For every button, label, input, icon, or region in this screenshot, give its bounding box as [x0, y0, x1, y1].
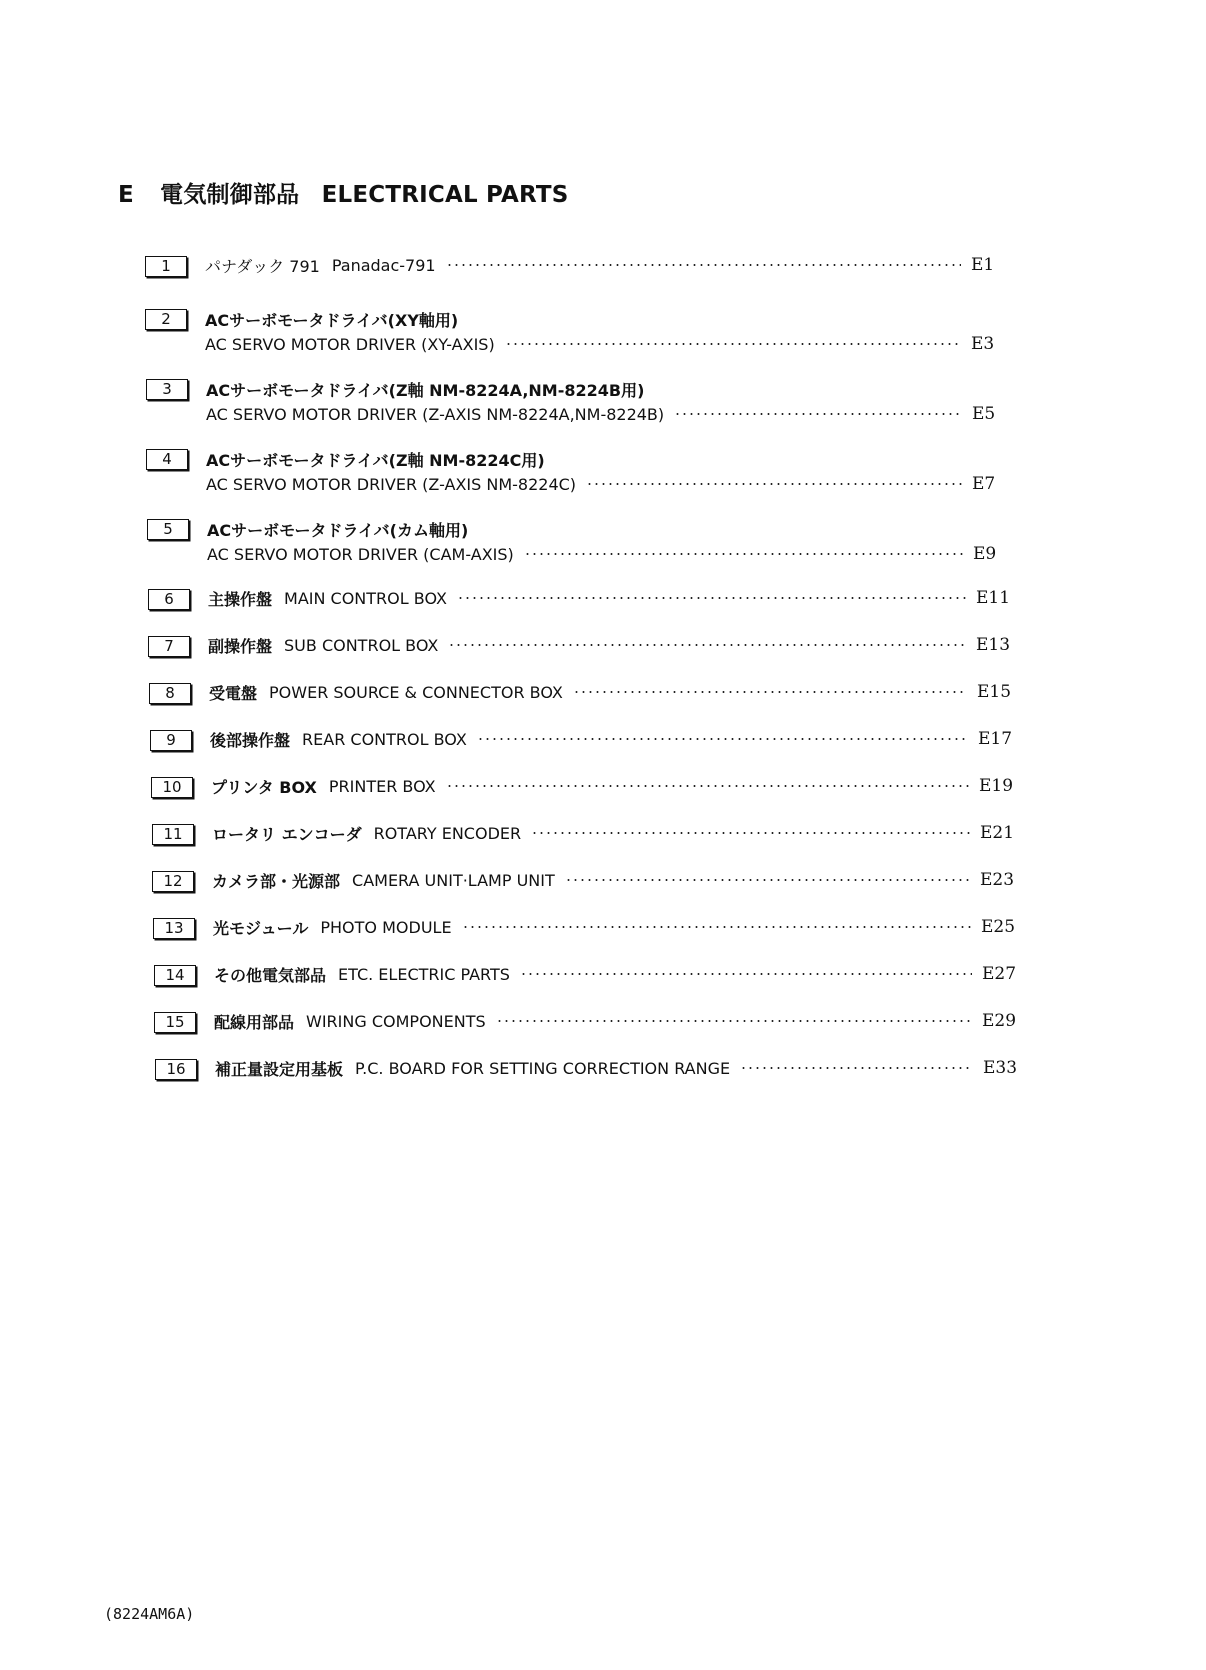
toc-entry-1: [145, 252, 1005, 278]
entry-title-en: P.C. BOARD FOR SETTING CORRECTION RANGE: [355, 1058, 731, 1078]
toc-entry-6: [148, 585, 1011, 611]
leader-dots: [573, 691, 967, 693]
entry-title-en: Panadac-791: [331, 255, 436, 275]
entry-title-en: ROTARY ENCODER: [373, 823, 522, 843]
toc-entry-4: [146, 445, 1006, 497]
entry-page: E33: [983, 1058, 1018, 1078]
leader-dots: [524, 553, 963, 555]
entry-title-en: AC SERVO MOTOR DRIVER (XY-AXIS): [205, 334, 495, 354]
entry-number: 14: [154, 965, 196, 986]
entry-number: 13: [153, 918, 195, 939]
entry-page: E17: [978, 729, 1013, 749]
entry-page: E19: [979, 776, 1014, 796]
entry-title-jp: その他電気部品: [214, 965, 327, 985]
section-title-en: ELECTRICAL PARTS: [321, 182, 569, 208]
entry-page: E27: [982, 964, 1017, 984]
entry-page: E5: [972, 404, 996, 424]
toc-entry-12: [152, 867, 1015, 893]
entry-number: 3: [146, 379, 188, 400]
entry-page: E23: [980, 870, 1015, 890]
leader-dots: [740, 1067, 973, 1069]
entry-title-en: MAIN CONTROL BOX: [284, 588, 447, 608]
section-title-jp: 電気制御部品: [160, 182, 300, 208]
toc-entry-2: [145, 305, 1005, 357]
entry-page: E9: [973, 544, 997, 564]
entry-number: 15: [154, 1012, 196, 1033]
entry-page: E25: [981, 917, 1016, 937]
toc-entry-8: [149, 679, 1012, 705]
entry-title-en: POWER SOURCE & CONNECTOR BOX: [269, 682, 563, 702]
leader-dots: [505, 343, 961, 345]
leader-dots: [586, 483, 962, 485]
leader-dots: [448, 644, 966, 646]
entry-title-jp: 後部操作盤: [210, 730, 291, 750]
entry-title-en: ETC. ELECTRIC PARTS: [338, 964, 510, 984]
toc-entry-9: [150, 726, 1013, 752]
entry-number: 5: [147, 519, 189, 540]
entry-title-en: PHOTO MODULE: [320, 917, 452, 937]
leader-dots: [457, 597, 966, 599]
entry-title-jp: 光モジュール: [213, 918, 309, 938]
entry-page: E7: [972, 474, 996, 494]
entry-title-en: SUB CONTROL BOX: [284, 635, 439, 655]
toc-entry-15: [154, 1008, 1017, 1034]
toc-entry-5: [147, 515, 1007, 567]
entry-title-jp: 副操作盤: [208, 636, 273, 656]
entry-number: 4: [146, 449, 188, 470]
entry-number: 6: [148, 589, 190, 610]
entry-title-jp: カメラ部・光源部: [212, 871, 341, 891]
entry-title-jp: ACサーボモータドライバ(カム軸用): [207, 521, 469, 540]
entry-page: E1: [971, 255, 995, 275]
toc-entry-3: [146, 375, 1006, 427]
entry-title-jp: ACサーボモータドライバ(XY軸用): [205, 311, 459, 330]
leader-dots: [477, 738, 968, 740]
toc-entry-13: [153, 914, 1016, 940]
entry-title-jp: ACサーボモータドライバ(Z軸 NM-8224C用): [206, 451, 545, 470]
entry-number: 8: [149, 683, 191, 704]
entry-number: 2: [145, 309, 187, 330]
entry-page: E15: [977, 682, 1012, 702]
leader-dots: [462, 926, 971, 928]
entry-title-jp: ロータリ エンコーダ: [212, 824, 362, 844]
entry-title-jp: ACサーボモータドライバ(Z軸 NM-8224A,NM-8224B用): [206, 381, 645, 400]
leader-dots: [674, 413, 962, 415]
entry-title-en: REAR CONTROL BOX: [302, 729, 467, 749]
entry-page: E11: [976, 588, 1011, 608]
leader-dots: [520, 973, 972, 975]
toc-entry-7: [148, 632, 1011, 658]
entry-title-en: AC SERVO MOTOR DRIVER (CAM-AXIS): [207, 544, 514, 564]
toc-entry-11: [152, 820, 1015, 846]
entry-page: E29: [982, 1011, 1017, 1031]
toc-entry-14: [154, 961, 1017, 987]
section-letter: E: [118, 182, 134, 208]
leader-dots: [531, 832, 970, 834]
entry-number: 7: [148, 636, 190, 657]
entry-number: 16: [155, 1059, 197, 1080]
entry-page: E13: [976, 635, 1011, 655]
entry-number: 11: [152, 824, 194, 845]
entry-number: 9: [150, 730, 192, 751]
entry-page: E21: [980, 823, 1015, 843]
entry-title-en: WIRING COMPONENTS: [306, 1011, 486, 1031]
entry-number: 12: [152, 871, 194, 892]
entry-page: E3: [971, 334, 995, 354]
entry-title-en: PRINTER BOX: [328, 776, 436, 796]
leader-dots: [446, 785, 969, 787]
entry-title-jp: プリンタ BOX: [211, 777, 317, 797]
document-code: (8224AM6A): [104, 1605, 195, 1623]
entry-title-jp: パナダック 791: [205, 256, 320, 276]
entry-title-jp: 補正量設定用基板: [215, 1059, 344, 1079]
toc-entry-16: [155, 1055, 1018, 1081]
entry-title-en: AC SERVO MOTOR DRIVER (Z-AXIS NM-8224A,NM-8224B): [206, 404, 665, 424]
entry-title-en: AC SERVO MOTOR DRIVER (Z-AXIS NM-8224C): [206, 474, 577, 494]
entry-number: 1: [145, 256, 187, 277]
entry-number: 10: [151, 777, 193, 798]
entry-title-jp: 主操作盤: [208, 589, 273, 609]
entry-title-jp: 受電盤: [209, 683, 258, 703]
entry-title-en: CAMERA UNIT·LAMP UNIT: [352, 870, 555, 890]
entry-title-jp: 配線用部品: [214, 1012, 295, 1032]
leader-dots: [496, 1020, 972, 1022]
toc-entry-10: [151, 773, 1014, 799]
leader-dots: [565, 879, 970, 881]
leader-dots: [446, 264, 961, 266]
